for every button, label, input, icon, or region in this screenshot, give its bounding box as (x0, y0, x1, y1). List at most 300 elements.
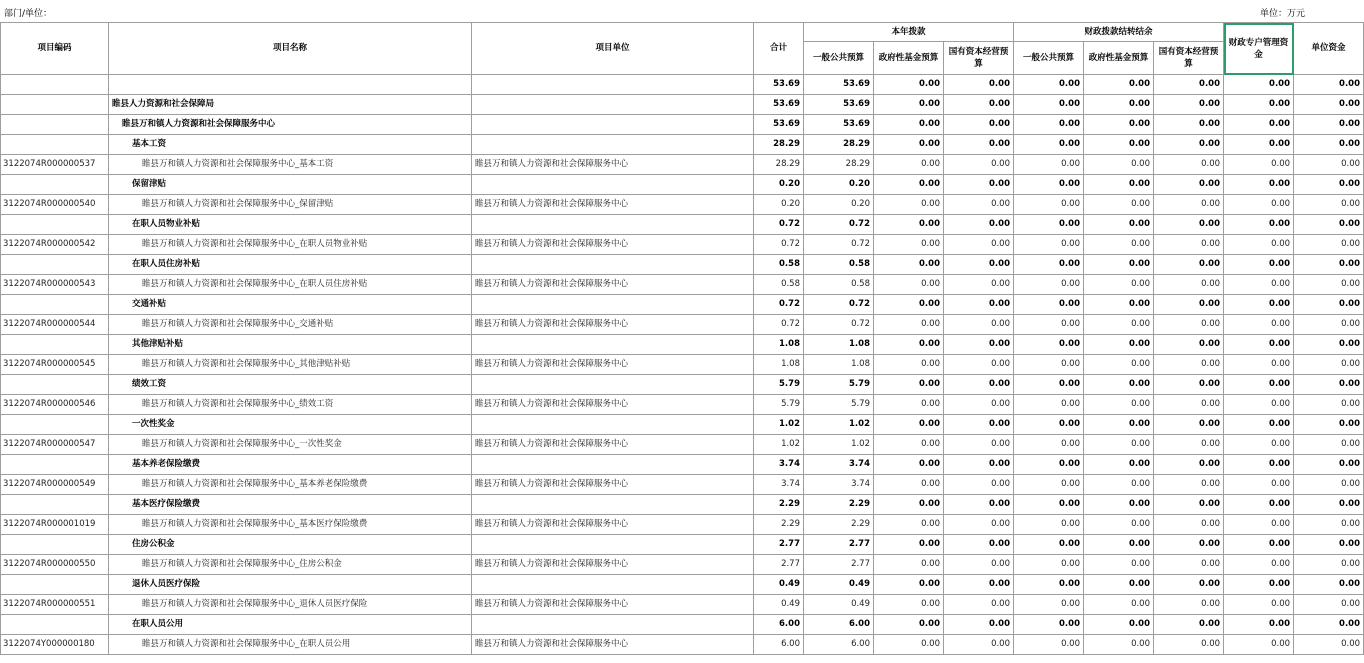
cell-carry-gov-fund[interactable]: 0.00 (1084, 515, 1154, 535)
cell-total[interactable]: 0.72 (754, 315, 804, 335)
cell-carry-state-capital[interactable]: 0.00 (1154, 175, 1224, 195)
cell-code[interactable] (1, 615, 109, 635)
cell-special-fund[interactable]: 0.00 (1224, 475, 1294, 495)
cell-state-capital[interactable]: 0.00 (944, 535, 1014, 555)
cell-unit-fund[interactable]: 0.00 (1294, 295, 1364, 315)
cell-name[interactable]: 睢县人力资源和社会保障局 (109, 95, 472, 115)
cell-unit-fund[interactable]: 0.00 (1294, 515, 1364, 535)
cell-special-fund[interactable]: 0.00 (1224, 595, 1294, 615)
cell-general-budget[interactable]: 0.58 (804, 275, 874, 295)
cell-total[interactable]: 0.58 (754, 275, 804, 295)
cell-general-budget[interactable]: 0.20 (804, 195, 874, 215)
cell-total[interactable]: 28.29 (754, 135, 804, 155)
cell-code[interactable]: 3122074R000000545 (1, 355, 109, 375)
cell-carry-general-budget[interactable]: 0.00 (1014, 115, 1084, 135)
cell-unit-fund[interactable]: 0.00 (1294, 395, 1364, 415)
cell-unit-fund[interactable]: 0.00 (1294, 195, 1364, 215)
group-header-current[interactable]: 本年拨款 (804, 23, 1014, 42)
cell-total[interactable]: 2.29 (754, 495, 804, 515)
cell-carry-gov-fund[interactable]: 0.00 (1084, 575, 1154, 595)
cell-carry-gov-fund[interactable]: 0.00 (1084, 475, 1154, 495)
col-header-unit[interactable]: 项目单位 (472, 23, 754, 75)
cell-general-budget[interactable]: 0.72 (804, 215, 874, 235)
cell-code[interactable]: 3122074R000000549 (1, 475, 109, 495)
cell-carry-general-budget[interactable]: 0.00 (1014, 315, 1084, 335)
cell-general-budget[interactable]: 0.20 (804, 175, 874, 195)
cell-general-budget[interactable]: 0.72 (804, 295, 874, 315)
cell-special-fund[interactable]: 0.00 (1224, 395, 1294, 415)
cell-state-capital[interactable]: 0.00 (944, 475, 1014, 495)
cell-state-capital[interactable]: 0.00 (944, 235, 1014, 255)
cell-gov-fund[interactable]: 0.00 (874, 215, 944, 235)
cell-state-capital[interactable]: 0.00 (944, 455, 1014, 475)
cell-name[interactable] (109, 75, 472, 95)
cell-gov-fund[interactable]: 0.00 (874, 115, 944, 135)
cell-carry-state-capital[interactable]: 0.00 (1154, 595, 1224, 615)
cell-general-budget[interactable]: 6.00 (804, 635, 874, 655)
cell-unit-fund[interactable]: 0.00 (1294, 315, 1364, 335)
cell-carry-general-budget[interactable]: 0.00 (1014, 495, 1084, 515)
cell-carry-gov-fund[interactable]: 0.00 (1084, 395, 1154, 415)
cell-general-budget[interactable]: 1.02 (804, 435, 874, 455)
cell-unit[interactable] (472, 75, 754, 95)
cell-unit[interactable]: 睢县万和镇人力资源和社会保障服务中心 (472, 195, 754, 215)
cell-general-budget[interactable]: 5.79 (804, 395, 874, 415)
cell-total[interactable]: 6.00 (754, 615, 804, 635)
cell-special-fund[interactable]: 0.00 (1224, 295, 1294, 315)
cell-name[interactable]: 基本医疗保险缴费 (109, 495, 472, 515)
cell-total[interactable]: 5.79 (754, 395, 804, 415)
table-row[interactable] (1, 495, 1364, 515)
cell-carry-gov-fund[interactable]: 0.00 (1084, 315, 1154, 335)
cell-carry-state-capital[interactable]: 0.00 (1154, 255, 1224, 275)
table-row[interactable] (1, 175, 1364, 195)
cell-state-capital[interactable]: 0.00 (944, 375, 1014, 395)
cell-unit-fund[interactable]: 0.00 (1294, 535, 1364, 555)
cell-carry-state-capital[interactable]: 0.00 (1154, 575, 1224, 595)
cell-state-capital[interactable]: 0.00 (944, 495, 1014, 515)
table-row[interactable] (1, 255, 1364, 275)
cell-carry-general-budget[interactable]: 0.00 (1014, 395, 1084, 415)
cell-name[interactable]: 在职人员公用 (109, 615, 472, 635)
cell-carry-gov-fund[interactable]: 0.00 (1084, 235, 1154, 255)
cell-state-capital[interactable]: 0.00 (944, 75, 1014, 95)
cell-carry-state-capital[interactable]: 0.00 (1154, 375, 1224, 395)
cell-state-capital[interactable]: 0.00 (944, 515, 1014, 535)
cell-general-budget[interactable]: 28.29 (804, 155, 874, 175)
cell-state-capital[interactable]: 0.00 (944, 595, 1014, 615)
cell-unit[interactable]: 睢县万和镇人力资源和社会保障服务中心 (472, 515, 754, 535)
cell-carry-state-capital[interactable]: 0.00 (1154, 295, 1224, 315)
cell-gov-fund[interactable]: 0.00 (874, 275, 944, 295)
cell-carry-gov-fund[interactable]: 0.00 (1084, 195, 1154, 215)
cell-carry-state-capital[interactable]: 0.00 (1154, 615, 1224, 635)
cell-name[interactable]: 睢县万和镇人力资源和社会保障服务中心_基本医疗保险缴费 (109, 515, 472, 535)
cell-gov-fund[interactable]: 0.00 (874, 435, 944, 455)
cell-carry-state-capital[interactable]: 0.00 (1154, 495, 1224, 515)
cell-total[interactable]: 1.08 (754, 355, 804, 375)
cell-state-capital[interactable]: 0.00 (944, 115, 1014, 135)
cell-general-budget[interactable]: 5.79 (804, 375, 874, 395)
cell-code[interactable]: 3122074R000000542 (1, 235, 109, 255)
cell-carry-general-budget[interactable]: 0.00 (1014, 635, 1084, 655)
cell-gov-fund[interactable]: 0.00 (874, 315, 944, 335)
cell-unit-fund[interactable]: 0.00 (1294, 115, 1364, 135)
col-header-general-budget[interactable]: 一般公共预算 (804, 42, 874, 75)
cell-name[interactable]: 睢县万和镇人力资源和社会保障服务中心_其他津贴补贴 (109, 355, 472, 375)
cell-gov-fund[interactable]: 0.00 (874, 455, 944, 475)
cell-unit[interactable] (472, 455, 754, 475)
col-header-carry-state-capital[interactable]: 国有资本经营预算 (1154, 42, 1224, 75)
cell-general-budget[interactable]: 28.29 (804, 135, 874, 155)
cell-total[interactable]: 2.77 (754, 535, 804, 555)
cell-unit[interactable] (472, 375, 754, 395)
cell-carry-state-capital[interactable]: 0.00 (1154, 75, 1224, 95)
table-row[interactable] (1, 275, 1364, 295)
cell-name[interactable]: 在职人员住房补贴 (109, 255, 472, 275)
cell-code[interactable] (1, 115, 109, 135)
cell-name[interactable]: 住房公积金 (109, 535, 472, 555)
cell-unit[interactable]: 睢县万和镇人力资源和社会保障服务中心 (472, 155, 754, 175)
cell-name[interactable]: 睢县万和镇人力资源和社会保障服务中心_基本工资 (109, 155, 472, 175)
cell-unit[interactable]: 睢县万和镇人力资源和社会保障服务中心 (472, 595, 754, 615)
cell-name[interactable]: 睢县万和镇人力资源和社会保障服务中心_退休人员医疗保险 (109, 595, 472, 615)
cell-general-budget[interactable]: 1.08 (804, 355, 874, 375)
cell-unit[interactable] (472, 175, 754, 195)
cell-carry-general-budget[interactable]: 0.00 (1014, 415, 1084, 435)
cell-carry-state-capital[interactable]: 0.00 (1154, 235, 1224, 255)
cell-general-budget[interactable]: 2.77 (804, 555, 874, 575)
cell-code[interactable] (1, 295, 109, 315)
cell-code[interactable] (1, 255, 109, 275)
cell-name[interactable]: 睢县万和镇人力资源和社会保障服务中心 (109, 115, 472, 135)
cell-carry-state-capital[interactable]: 0.00 (1154, 455, 1224, 475)
cell-state-capital[interactable]: 0.00 (944, 135, 1014, 155)
table-row[interactable] (1, 475, 1364, 495)
cell-state-capital[interactable]: 0.00 (944, 255, 1014, 275)
cell-carry-general-budget[interactable]: 0.00 (1014, 235, 1084, 255)
cell-carry-gov-fund[interactable]: 0.00 (1084, 495, 1154, 515)
cell-unit-fund[interactable]: 0.00 (1294, 615, 1364, 635)
cell-name[interactable]: 交通补贴 (109, 295, 472, 315)
cell-unit[interactable]: 睢县万和镇人力资源和社会保障服务中心 (472, 315, 754, 335)
cell-special-fund[interactable]: 0.00 (1224, 155, 1294, 175)
cell-special-fund[interactable]: 0.00 (1224, 215, 1294, 235)
cell-total[interactable]: 53.69 (754, 95, 804, 115)
cell-name[interactable]: 基本养老保险缴费 (109, 455, 472, 475)
table-row[interactable] (1, 455, 1364, 475)
cell-total[interactable]: 0.20 (754, 195, 804, 215)
cell-carry-gov-fund[interactable]: 0.00 (1084, 635, 1154, 655)
table-row[interactable] (1, 95, 1364, 115)
cell-special-fund[interactable]: 0.00 (1224, 95, 1294, 115)
cell-carry-general-budget[interactable]: 0.00 (1014, 335, 1084, 355)
cell-special-fund[interactable]: 0.00 (1224, 615, 1294, 635)
cell-carry-state-capital[interactable]: 0.00 (1154, 395, 1224, 415)
cell-code[interactable] (1, 415, 109, 435)
cell-code[interactable] (1, 495, 109, 515)
cell-special-fund[interactable]: 0.00 (1224, 495, 1294, 515)
cell-carry-state-capital[interactable]: 0.00 (1154, 115, 1224, 135)
cell-gov-fund[interactable]: 0.00 (874, 495, 944, 515)
cell-total[interactable]: 1.02 (754, 435, 804, 455)
cell-carry-general-budget[interactable]: 0.00 (1014, 75, 1084, 95)
cell-special-fund[interactable]: 0.00 (1224, 75, 1294, 95)
cell-carry-general-budget[interactable]: 0.00 (1014, 435, 1084, 455)
cell-carry-state-capital[interactable]: 0.00 (1154, 275, 1224, 295)
table-row[interactable] (1, 135, 1364, 155)
table-row[interactable] (1, 235, 1364, 255)
cell-code[interactable]: 3122074Y000000180 (1, 635, 109, 655)
cell-carry-general-budget[interactable]: 0.00 (1014, 155, 1084, 175)
cell-general-budget[interactable]: 53.69 (804, 75, 874, 95)
cell-special-fund[interactable]: 0.00 (1224, 195, 1294, 215)
cell-state-capital[interactable]: 0.00 (944, 315, 1014, 335)
cell-general-budget[interactable]: 53.69 (804, 95, 874, 115)
cell-gov-fund[interactable]: 0.00 (874, 635, 944, 655)
cell-special-fund[interactable]: 0.00 (1224, 555, 1294, 575)
cell-code[interactable] (1, 135, 109, 155)
cell-unit-fund[interactable]: 0.00 (1294, 555, 1364, 575)
cell-gov-fund[interactable]: 0.00 (874, 535, 944, 555)
cell-state-capital[interactable]: 0.00 (944, 95, 1014, 115)
cell-state-capital[interactable]: 0.00 (944, 615, 1014, 635)
cell-state-capital[interactable]: 0.00 (944, 215, 1014, 235)
cell-special-fund[interactable]: 0.00 (1224, 275, 1294, 295)
table-row[interactable] (1, 155, 1364, 175)
cell-state-capital[interactable]: 0.00 (944, 175, 1014, 195)
cell-carry-state-capital[interactable]: 0.00 (1154, 95, 1224, 115)
cell-unit-fund[interactable]: 0.00 (1294, 435, 1364, 455)
cell-unit-fund[interactable]: 0.00 (1294, 455, 1364, 475)
cell-carry-general-budget[interactable]: 0.00 (1014, 215, 1084, 235)
cell-total[interactable]: 0.58 (754, 255, 804, 275)
cell-code[interactable]: 3122074R000000550 (1, 555, 109, 575)
cell-name[interactable]: 在职人员物业补贴 (109, 215, 472, 235)
cell-general-budget[interactable]: 3.74 (804, 475, 874, 495)
cell-unit-fund[interactable]: 0.00 (1294, 75, 1364, 95)
cell-code[interactable] (1, 375, 109, 395)
cell-unit-fund[interactable]: 0.00 (1294, 155, 1364, 175)
cell-carry-gov-fund[interactable]: 0.00 (1084, 215, 1154, 235)
cell-carry-gov-fund[interactable]: 0.00 (1084, 535, 1154, 555)
cell-carry-general-budget[interactable]: 0.00 (1014, 295, 1084, 315)
cell-unit-fund[interactable]: 0.00 (1294, 415, 1364, 435)
cell-code[interactable] (1, 175, 109, 195)
cell-carry-state-capital[interactable]: 0.00 (1154, 515, 1224, 535)
cell-carry-general-budget[interactable]: 0.00 (1014, 95, 1084, 115)
cell-special-fund[interactable]: 0.00 (1224, 315, 1294, 335)
table-row[interactable] (1, 315, 1364, 335)
cell-name[interactable]: 睢县万和镇人力资源和社会保障服务中心_保留津贴 (109, 195, 472, 215)
cell-gov-fund[interactable]: 0.00 (874, 295, 944, 315)
cell-gov-fund[interactable]: 0.00 (874, 575, 944, 595)
cell-carry-gov-fund[interactable]: 0.00 (1084, 415, 1154, 435)
cell-unit[interactable] (472, 415, 754, 435)
col-header-carry-general-budget[interactable]: 一般公共预算 (1014, 42, 1084, 75)
col-header-name[interactable]: 项目名称 (109, 23, 472, 75)
cell-code[interactable]: 3122074R000000551 (1, 595, 109, 615)
cell-code[interactable]: 3122074R000000547 (1, 435, 109, 455)
cell-name[interactable]: 其他津贴补贴 (109, 335, 472, 355)
cell-gov-fund[interactable]: 0.00 (874, 375, 944, 395)
cell-carry-gov-fund[interactable]: 0.00 (1084, 255, 1154, 275)
cell-carry-state-capital[interactable]: 0.00 (1154, 315, 1224, 335)
cell-name[interactable]: 睢县万和镇人力资源和社会保障服务中心_绩效工资 (109, 395, 472, 415)
cell-unit-fund[interactable]: 0.00 (1294, 595, 1364, 615)
cell-carry-gov-fund[interactable]: 0.00 (1084, 115, 1154, 135)
cell-carry-gov-fund[interactable]: 0.00 (1084, 595, 1154, 615)
col-header-code[interactable]: 项目编码 (1, 23, 109, 75)
cell-carry-general-budget[interactable]: 0.00 (1014, 515, 1084, 535)
cell-name[interactable]: 睢县万和镇人力资源和社会保障服务中心_一次性奖金 (109, 435, 472, 455)
cell-code[interactable] (1, 455, 109, 475)
cell-carry-state-capital[interactable]: 0.00 (1154, 155, 1224, 175)
cell-carry-general-budget[interactable]: 0.00 (1014, 455, 1084, 475)
table-row[interactable] (1, 435, 1364, 455)
table-row[interactable] (1, 515, 1364, 535)
table-row[interactable] (1, 335, 1364, 355)
cell-carry-state-capital[interactable]: 0.00 (1154, 535, 1224, 555)
cell-carry-gov-fund[interactable]: 0.00 (1084, 135, 1154, 155)
cell-total[interactable]: 2.77 (754, 555, 804, 575)
cell-general-budget[interactable]: 2.77 (804, 535, 874, 555)
table-row[interactable] (1, 535, 1364, 555)
cell-carry-general-budget[interactable]: 0.00 (1014, 595, 1084, 615)
cell-total[interactable]: 0.49 (754, 595, 804, 615)
cell-unit[interactable] (472, 115, 754, 135)
cell-unit[interactable] (472, 495, 754, 515)
cell-carry-gov-fund[interactable]: 0.00 (1084, 95, 1154, 115)
cell-name[interactable]: 睢县万和镇人力资源和社会保障服务中心_交通补贴 (109, 315, 472, 335)
cell-total[interactable]: 0.20 (754, 175, 804, 195)
cell-unit-fund[interactable]: 0.00 (1294, 215, 1364, 235)
col-header-carry-gov-fund[interactable]: 政府性基金预算 (1084, 42, 1154, 75)
col-header-unit-fund[interactable]: 单位资金 (1294, 23, 1364, 75)
cell-carry-general-budget[interactable]: 0.00 (1014, 275, 1084, 295)
cell-total[interactable]: 5.79 (754, 375, 804, 395)
cell-gov-fund[interactable]: 0.00 (874, 255, 944, 275)
cell-carry-state-capital[interactable]: 0.00 (1154, 635, 1224, 655)
cell-gov-fund[interactable]: 0.00 (874, 515, 944, 535)
cell-general-budget[interactable]: 0.58 (804, 255, 874, 275)
cell-code[interactable] (1, 215, 109, 235)
cell-total[interactable]: 1.02 (754, 415, 804, 435)
cell-carry-gov-fund[interactable]: 0.00 (1084, 435, 1154, 455)
cell-special-fund[interactable]: 0.00 (1224, 415, 1294, 435)
cell-carry-gov-fund[interactable]: 0.00 (1084, 555, 1154, 575)
cell-gov-fund[interactable]: 0.00 (874, 415, 944, 435)
cell-special-fund[interactable]: 0.00 (1224, 515, 1294, 535)
cell-unit-fund[interactable]: 0.00 (1294, 135, 1364, 155)
cell-unit-fund[interactable]: 0.00 (1294, 635, 1364, 655)
cell-general-budget[interactable]: 1.08 (804, 335, 874, 355)
cell-gov-fund[interactable]: 0.00 (874, 335, 944, 355)
cell-carry-general-budget[interactable]: 0.00 (1014, 535, 1084, 555)
cell-special-fund[interactable]: 0.00 (1224, 175, 1294, 195)
cell-carry-state-capital[interactable]: 0.00 (1154, 355, 1224, 375)
cell-unit[interactable] (472, 95, 754, 115)
cell-carry-state-capital[interactable]: 0.00 (1154, 555, 1224, 575)
cell-unit[interactable]: 睢县万和镇人力资源和社会保障服务中心 (472, 235, 754, 255)
cell-unit-fund[interactable]: 0.00 (1294, 175, 1364, 195)
cell-state-capital[interactable]: 0.00 (944, 195, 1014, 215)
table-row[interactable] (1, 75, 1364, 95)
cell-special-fund[interactable]: 0.00 (1224, 575, 1294, 595)
cell-carry-state-capital[interactable]: 0.00 (1154, 335, 1224, 355)
cell-name[interactable]: 睢县万和镇人力资源和社会保障服务中心_住房公积金 (109, 555, 472, 575)
cell-total[interactable]: 0.49 (754, 575, 804, 595)
table-row[interactable] (1, 615, 1364, 635)
cell-code[interactable]: 3122074R000000544 (1, 315, 109, 335)
cell-code[interactable]: 3122074R000000546 (1, 395, 109, 415)
cell-state-capital[interactable]: 0.00 (944, 635, 1014, 655)
cell-gov-fund[interactable]: 0.00 (874, 355, 944, 375)
cell-gov-fund[interactable]: 0.00 (874, 75, 944, 95)
cell-carry-general-budget[interactable]: 0.00 (1014, 615, 1084, 635)
col-header-gov-fund[interactable]: 政府性基金预算 (874, 42, 944, 75)
cell-gov-fund[interactable]: 0.00 (874, 175, 944, 195)
cell-name[interactable]: 基本工资 (109, 135, 472, 155)
cell-special-fund[interactable]: 0.00 (1224, 375, 1294, 395)
cell-general-budget[interactable]: 0.49 (804, 595, 874, 615)
cell-carry-general-budget[interactable]: 0.00 (1014, 135, 1084, 155)
cell-carry-state-capital[interactable]: 0.00 (1154, 435, 1224, 455)
table-row[interactable] (1, 195, 1364, 215)
cell-general-budget[interactable]: 0.72 (804, 315, 874, 335)
table-row[interactable] (1, 355, 1364, 375)
cell-special-fund[interactable]: 0.00 (1224, 115, 1294, 135)
cell-state-capital[interactable]: 0.00 (944, 575, 1014, 595)
cell-carry-gov-fund[interactable]: 0.00 (1084, 75, 1154, 95)
cell-special-fund[interactable]: 0.00 (1224, 635, 1294, 655)
group-header-carry[interactable]: 财政拨款结转结余 (1014, 23, 1224, 42)
cell-total[interactable]: 1.08 (754, 335, 804, 355)
cell-name[interactable]: 睢县万和镇人力资源和社会保障服务中心_在职人员公用 (109, 635, 472, 655)
table-row[interactable] (1, 415, 1364, 435)
cell-state-capital[interactable]: 0.00 (944, 555, 1014, 575)
cell-state-capital[interactable]: 0.00 (944, 355, 1014, 375)
cell-unit[interactable] (472, 535, 754, 555)
cell-unit[interactable] (472, 135, 754, 155)
cell-unit[interactable] (472, 575, 754, 595)
cell-total[interactable]: 6.00 (754, 635, 804, 655)
cell-gov-fund[interactable]: 0.00 (874, 135, 944, 155)
cell-name[interactable]: 一次性奖金 (109, 415, 472, 435)
cell-total[interactable]: 0.72 (754, 215, 804, 235)
cell-unit-fund[interactable]: 0.00 (1294, 335, 1364, 355)
cell-carry-gov-fund[interactable]: 0.00 (1084, 375, 1154, 395)
cell-unit-fund[interactable]: 0.00 (1294, 375, 1364, 395)
cell-state-capital[interactable]: 0.00 (944, 435, 1014, 455)
cell-total[interactable]: 0.72 (754, 295, 804, 315)
cell-code[interactable]: 3122074R000000537 (1, 155, 109, 175)
cell-carry-gov-fund[interactable]: 0.00 (1084, 295, 1154, 315)
cell-name[interactable]: 睢县万和镇人力资源和社会保障服务中心_在职人员物业补贴 (109, 235, 472, 255)
cell-state-capital[interactable]: 0.00 (944, 275, 1014, 295)
cell-unit-fund[interactable]: 0.00 (1294, 235, 1364, 255)
cell-state-capital[interactable]: 0.00 (944, 155, 1014, 175)
cell-gov-fund[interactable]: 0.00 (874, 235, 944, 255)
cell-gov-fund[interactable]: 0.00 (874, 155, 944, 175)
cell-carry-state-capital[interactable]: 0.00 (1154, 415, 1224, 435)
cell-code[interactable] (1, 95, 109, 115)
cell-name[interactable]: 退休人员医疗保险 (109, 575, 472, 595)
cell-general-budget[interactable]: 2.29 (804, 495, 874, 515)
cell-total[interactable]: 53.69 (754, 75, 804, 95)
cell-special-fund[interactable]: 0.00 (1224, 135, 1294, 155)
cell-total[interactable]: 28.29 (754, 155, 804, 175)
